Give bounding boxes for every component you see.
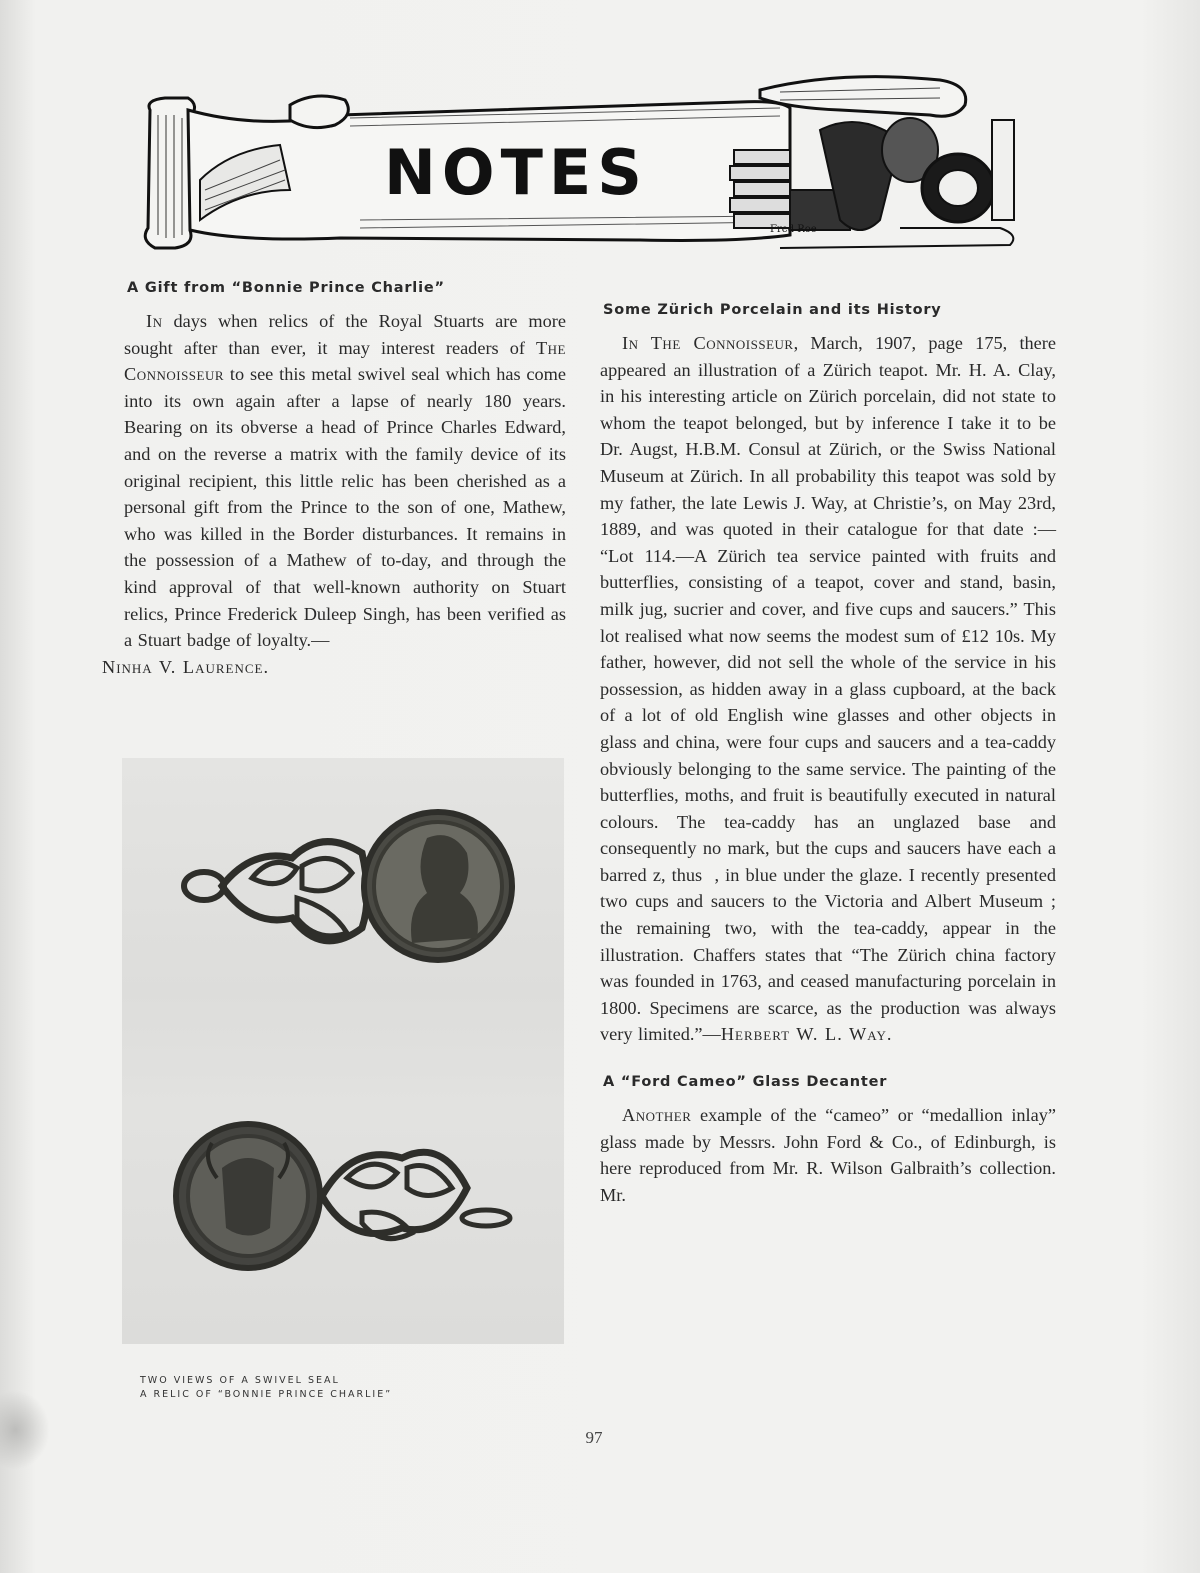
body-text: to see this metal swivel seal which has come into its own again after a lapse of nearly 180 years. Bearing on its obverse a head of Prince Charles Edward, and on the reverse a matrix with the family device of its original recipient, this little relic has been cherished as a personal gift from the Prince to the son of one, Mathew, who was killed in the Border disturbances. It remains in the possession of a Mathew of to-day, and through the kind approval of that well-known authority on Stuart relics, Prince Frederick Duleep Singh, has been verified as a Stuart badge of loyalty.— bbox=[124, 364, 566, 651]
swivel-seal-illustration bbox=[122, 758, 564, 1344]
seal-obverse bbox=[184, 812, 512, 960]
article-body-decanter bbox=[600, 1102, 1056, 1208]
article-heading-gift: A Gift from “Bonnie Prince Charlie” bbox=[127, 280, 445, 296]
page-number: 97 bbox=[585, 1428, 603, 1447]
page-stain bbox=[0, 1390, 50, 1470]
caption-line: A RELIC OF “BONNIE PRINCE CHARLIE” bbox=[140, 1389, 393, 1400]
body-text: days when relics of the Royal Stuarts are more sought after than ever, it may interest readers of bbox=[124, 311, 566, 358]
dropcap: In bbox=[622, 333, 639, 353]
article-heading-zurich: Some Zürich Porcelain and its History bbox=[603, 302, 942, 318]
author-signature: Ninha V. Laurence. bbox=[102, 656, 270, 677]
dropcap: In bbox=[146, 311, 163, 331]
body-text: example of the “cameo” or “medallion inlay” glass made by Messrs. John Ford & Co., of Edinburgh, is here reproduced from Mr. R. Wilson Galbraith’s collection. Mr. bbox=[600, 1105, 1056, 1205]
page-title: NOTES bbox=[384, 136, 648, 209]
author-signature: Herbert W. L. Way. bbox=[720, 1024, 893, 1045]
article-body-gift bbox=[102, 308, 566, 680]
caption-line: TWO VIEWS OF A SWIVEL SEAL bbox=[140, 1375, 340, 1386]
seal-reverse bbox=[176, 1124, 510, 1268]
body-text: , March, 1907, page 175, there appeared an illustration of a Zürich teapot. Mr. H. A. Clay, in his interesting article on Zürich porcelain, did not state to whom the teapot belonged, but by inference I take it to be Dr. Augst, H.B.M. Consul at Zürich, or the Swiss National Museum at Zürich. In all probability this teapot was sold by my father, the late Lewis J. Way, at Christie’s, on May 23rd, 1889, and was quoted in their catalogue for that date :— “Lot 114.—A Zürich tea service painted with fruits and butterflies, consisting of a teapot, cover and stand, basin, milk jug, sucrier and cover, and five cups and saucers.” This lot realised what now seems the modest sum of £12 10s. My father, however, did not sell the whole of the service in his possession, as hidden away in a glass cupboard, at the back of a lot of old English wine glasses and other objects in glass and china, were four cups and saucers and a tea-caddy obviously belonging to the same service. The painting of the butterflies, moths, and fruit is beautifully executed in natural colours. The tea-caddy has an unglazed base and consequently no mark, but the cups and saucers have each a barred z, thus , in blue under the glaze. I recently presented two cups and saucers to the Victoria and Albert Museum ; the remaining two, with the tea-caddy, appear in the illustration. Chaffers states that “The Zürich china factory was founded in 1763, and ceased manufacturing porcelain in 1800. Specimens are scarce, as the production was always very limited.”— bbox=[600, 333, 1056, 1045]
article-body-zurich bbox=[600, 330, 1056, 1048]
notes-banner bbox=[140, 70, 1030, 260]
article-heading-decanter: A “Ford Cameo” Glass Decanter bbox=[603, 1074, 888, 1091]
dropcap: Another bbox=[622, 1105, 692, 1126]
magazine-name: The Connoisseur bbox=[124, 337, 566, 385]
magazine-name: The Connoisseur bbox=[650, 333, 794, 353]
artist-signature: Fred Roe bbox=[770, 224, 817, 235]
right-column bbox=[600, 302, 1056, 1208]
left-column bbox=[102, 280, 566, 680]
seal-photograph bbox=[122, 758, 564, 1344]
photo-caption bbox=[140, 1374, 480, 1402]
